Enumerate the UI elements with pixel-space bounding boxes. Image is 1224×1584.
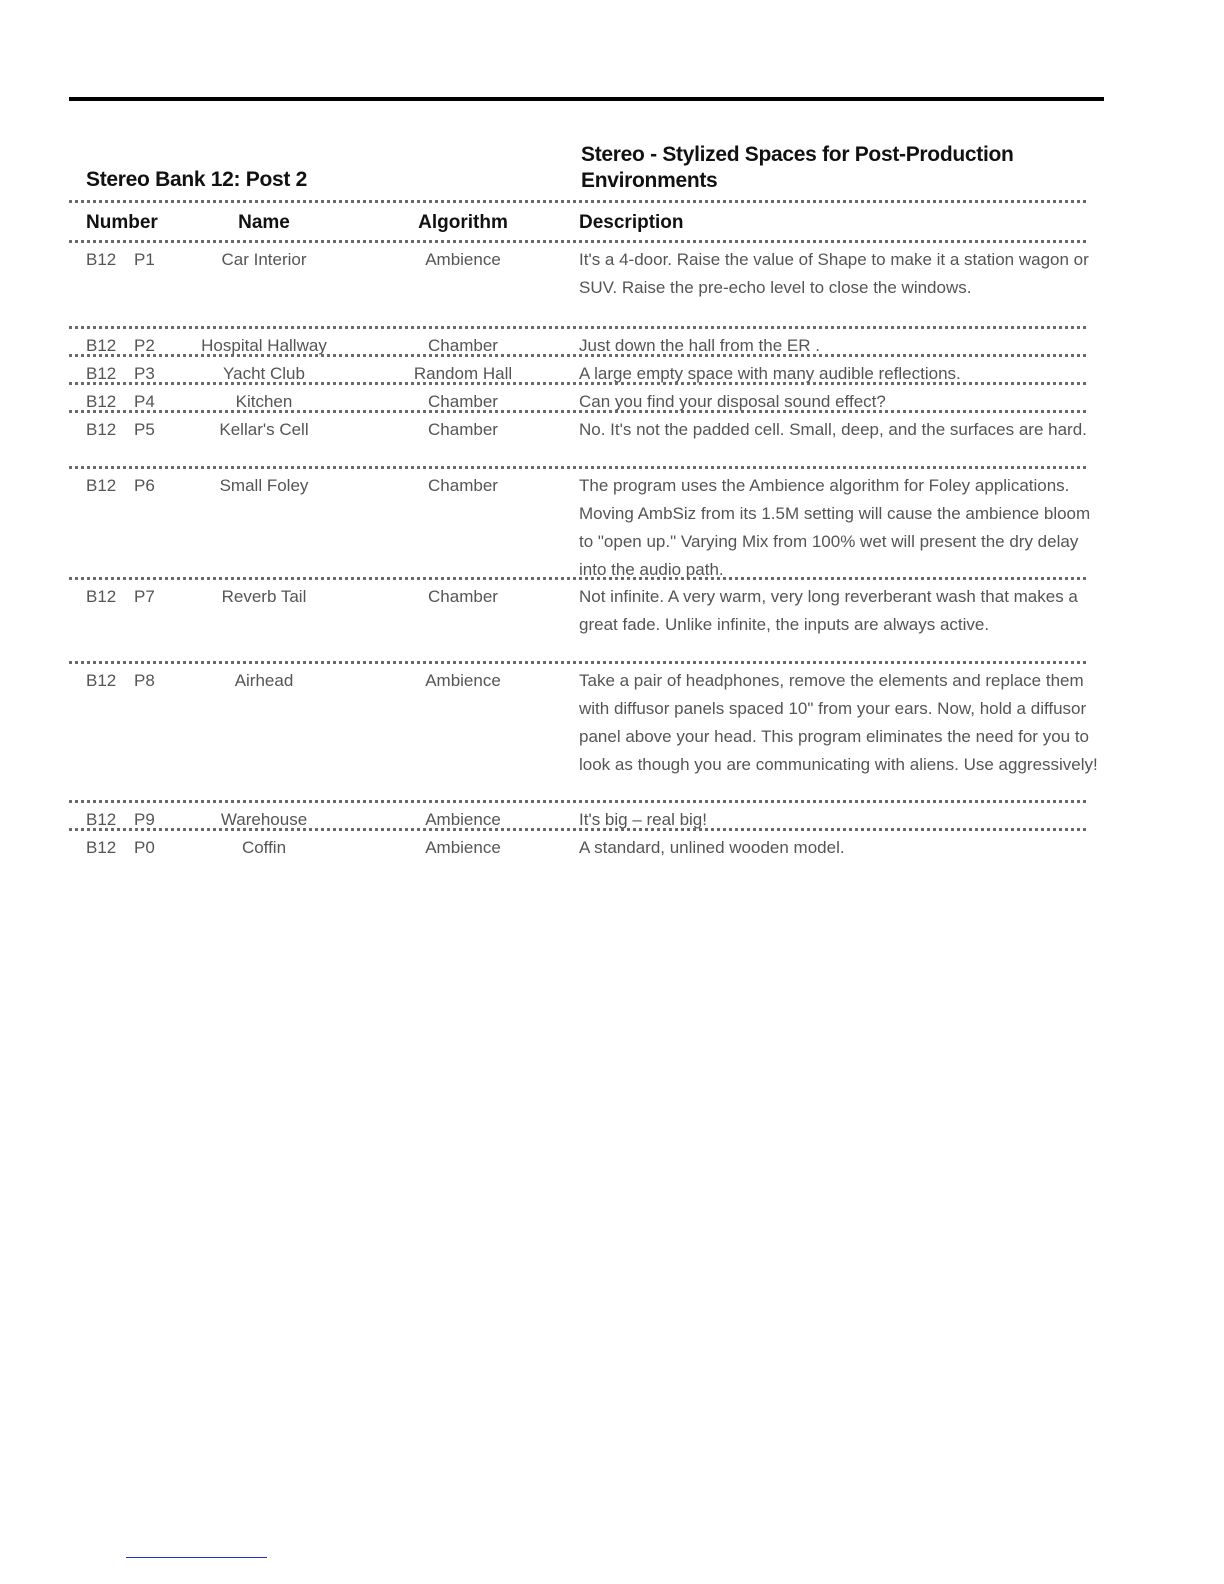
row-name: Small Foley: [219, 476, 309, 495]
row-description: Just down the hall from the ER .: [579, 336, 820, 355]
bank-id: B12: [86, 420, 117, 439]
row-name: Yacht Club: [223, 364, 305, 383]
row-description: Not infinite. A very warm, very long reverberant wash that makes a great fade. Unlike infinite, the inputs are always active.: [579, 587, 1078, 634]
table-row: [69, 831, 1086, 859]
preset-id: P3: [134, 364, 155, 383]
table-row: [69, 469, 1091, 580]
preset-id: P5: [134, 420, 155, 439]
column-header-description: Description: [579, 212, 684, 233]
row-algorithm: Ambience: [425, 810, 501, 829]
bank-id: B12: [86, 671, 117, 690]
bank-id: B12: [86, 250, 117, 269]
bank-title: Stereo Bank 12: Post 2: [86, 168, 307, 191]
table-row: [69, 329, 1086, 357]
row-description: A standard, unlined wooden model.: [579, 838, 845, 857]
row-name: Kitchen: [235, 392, 293, 411]
row-algorithm: Random Hall: [413, 364, 513, 383]
table-row: [69, 243, 1089, 329]
preset-id: P2: [134, 336, 155, 355]
row-name: Kellar's Cell: [219, 420, 309, 439]
row-algorithm: Chamber: [428, 587, 498, 606]
preset-id: P0: [134, 838, 155, 857]
column-header-name: Name: [238, 212, 290, 233]
preset-id: P7: [134, 587, 155, 606]
row-algorithm: Ambience: [425, 671, 501, 690]
table-row: [69, 413, 1086, 469]
row-name: Airhead: [234, 671, 294, 690]
row-name: Hospital Hallway: [201, 336, 327, 355]
column-header-algorithm: Algorithm: [418, 212, 508, 233]
bank-id: B12: [86, 838, 117, 857]
table-row: [69, 664, 1098, 803]
table-row: [69, 803, 1086, 831]
row-algorithm: Chamber: [428, 420, 498, 439]
row-description: No. It's not the padded cell. Small, deep, and the surfaces are hard.: [579, 420, 1087, 439]
row-name: Car Interior: [221, 250, 307, 269]
row-name: Warehouse: [220, 810, 308, 829]
preset-id: P8: [134, 671, 155, 690]
top-rule: [69, 97, 1104, 101]
preset-table: [69, 200, 1098, 859]
row-algorithm: Chamber: [428, 336, 498, 355]
bank-id: B12: [86, 810, 117, 829]
row-description: The program uses the Ambience algorithm for Foley applications. Moving AmbSiz from its 1.5M setting will cause the ambience bloom to "open up." Varying Mix from 100% wet will present the dry delay into the audio path.: [579, 476, 1091, 579]
bank-id: B12: [86, 476, 117, 495]
row-description: Can you find your disposal sound effect?: [579, 392, 886, 411]
row-description: A large empty space with many audible reflections.: [579, 364, 961, 383]
bank-id: B12: [86, 336, 117, 355]
bank-id: B12: [86, 364, 117, 383]
table-row: [69, 580, 1086, 664]
row-description: It's a 4-door. Raise the value of Shape to make it a station wagon or SUV. Raise the pre-echo level to close the windows.: [579, 250, 1089, 297]
row-description: It's big – real big!: [579, 810, 707, 829]
row-name: Coffin: [241, 838, 287, 857]
row-algorithm: Chamber: [428, 392, 498, 411]
row-algorithm: Ambience: [425, 838, 501, 857]
preset-id: P4: [134, 392, 155, 411]
table-row: [69, 357, 1086, 385]
preset-id: P9: [134, 810, 155, 829]
bank-id: B12: [86, 587, 117, 606]
table-header-row: [69, 203, 1086, 243]
column-header-number: Number: [86, 212, 158, 233]
bank-id: B12: [86, 392, 117, 411]
table-row: [69, 385, 1086, 413]
preset-id: P1: [134, 250, 155, 269]
footnote-separator: [126, 1557, 267, 1558]
bank-subtitle: Stereo - Stylized Spaces for Post-Production Environments: [581, 143, 1014, 192]
row-name: Reverb Tail: [221, 587, 307, 606]
row-algorithm: Chamber: [428, 476, 498, 495]
preset-id: P6: [134, 476, 155, 495]
row-algorithm: Ambience: [425, 250, 501, 269]
row-description: Take a pair of headphones, remove the elements and replace them with diffusor panels spaced 10" from your ears. Now, hold a diffusor panel above your head. This program eliminates the need for you to look as though you are communicating with aliens. Use aggressively!: [579, 671, 1098, 774]
